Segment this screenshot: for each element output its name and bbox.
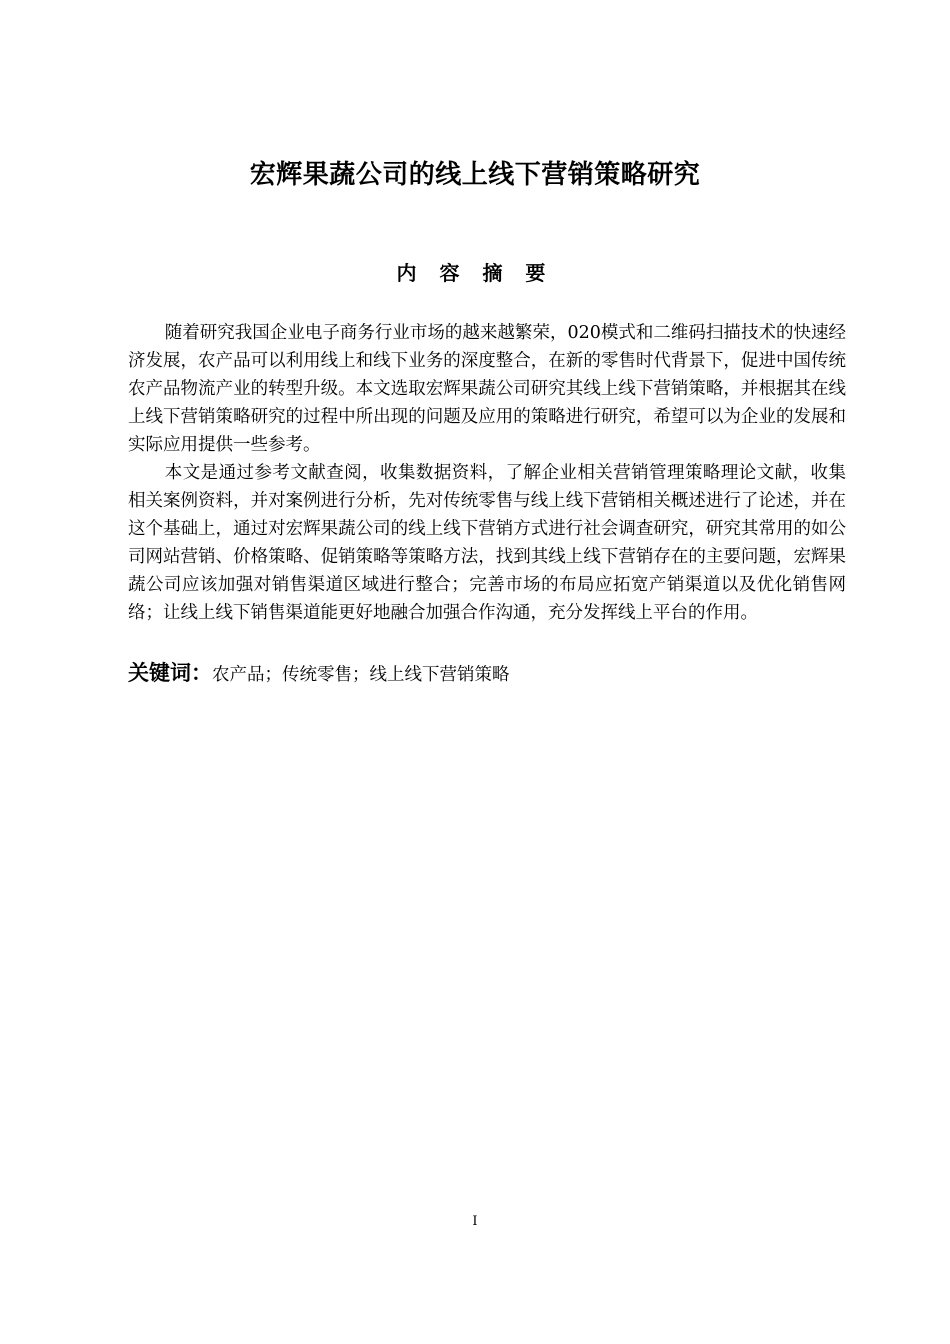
- keywords-label: 关键词：: [128, 661, 212, 685]
- document-title: 宏辉果蔬公司的线上线下营销策略研究: [249, 160, 701, 190]
- abstract-paragraph: 本文是通过参考文献查阅，收集数据资料，了解企业相关营销管理策略理论文献，收集相关案例资料，并对案例进行分析，先对传统零售与线上线下营销相关概述进行了论述，并在这个基础上，通过对宏辉果蔬公司的线上线下营销方式进行社会调查研究，研究其常用的如公司网站营销、价格策略、促销策略等策略方法，找到其线上线下营销存在的主要问题，宏辉果蔬公司应该加强对销售渠道区域进行整合；完善市场的布局应拓宽产销渠道以及优化销售网络；让线上线下销售渠道能更好地融合加强合作沟通，充分发挥线上平台的作用。: [128, 463, 846, 623]
- keywords-line: [128, 656, 846, 693]
- keywords-value: 农产品；传统零售；线上线下营销策略: [212, 665, 510, 685]
- abstract-heading: 内 容 摘 要: [396, 261, 554, 285]
- abstract-paragraph: 随着研究我国企业电子商务行业市场的越来越繁荣，020模式和二维码扫描技术的快速经济发展，农产品可以利用线上和线下业务的深度整合，在新的零售时代背景下，促进中国传统农产品物流产业的转型升级。本文选取宏辉果蔬公司研究其线上线下营销策略，并根据其在线上线下营销策略研究的过程中所出现的问题及应用的策略进行研究，希望可以为企业的发展和实际应用提供一些参考。: [128, 323, 846, 455]
- abstract-body: [128, 319, 846, 627]
- page-number: I: [472, 1214, 478, 1229]
